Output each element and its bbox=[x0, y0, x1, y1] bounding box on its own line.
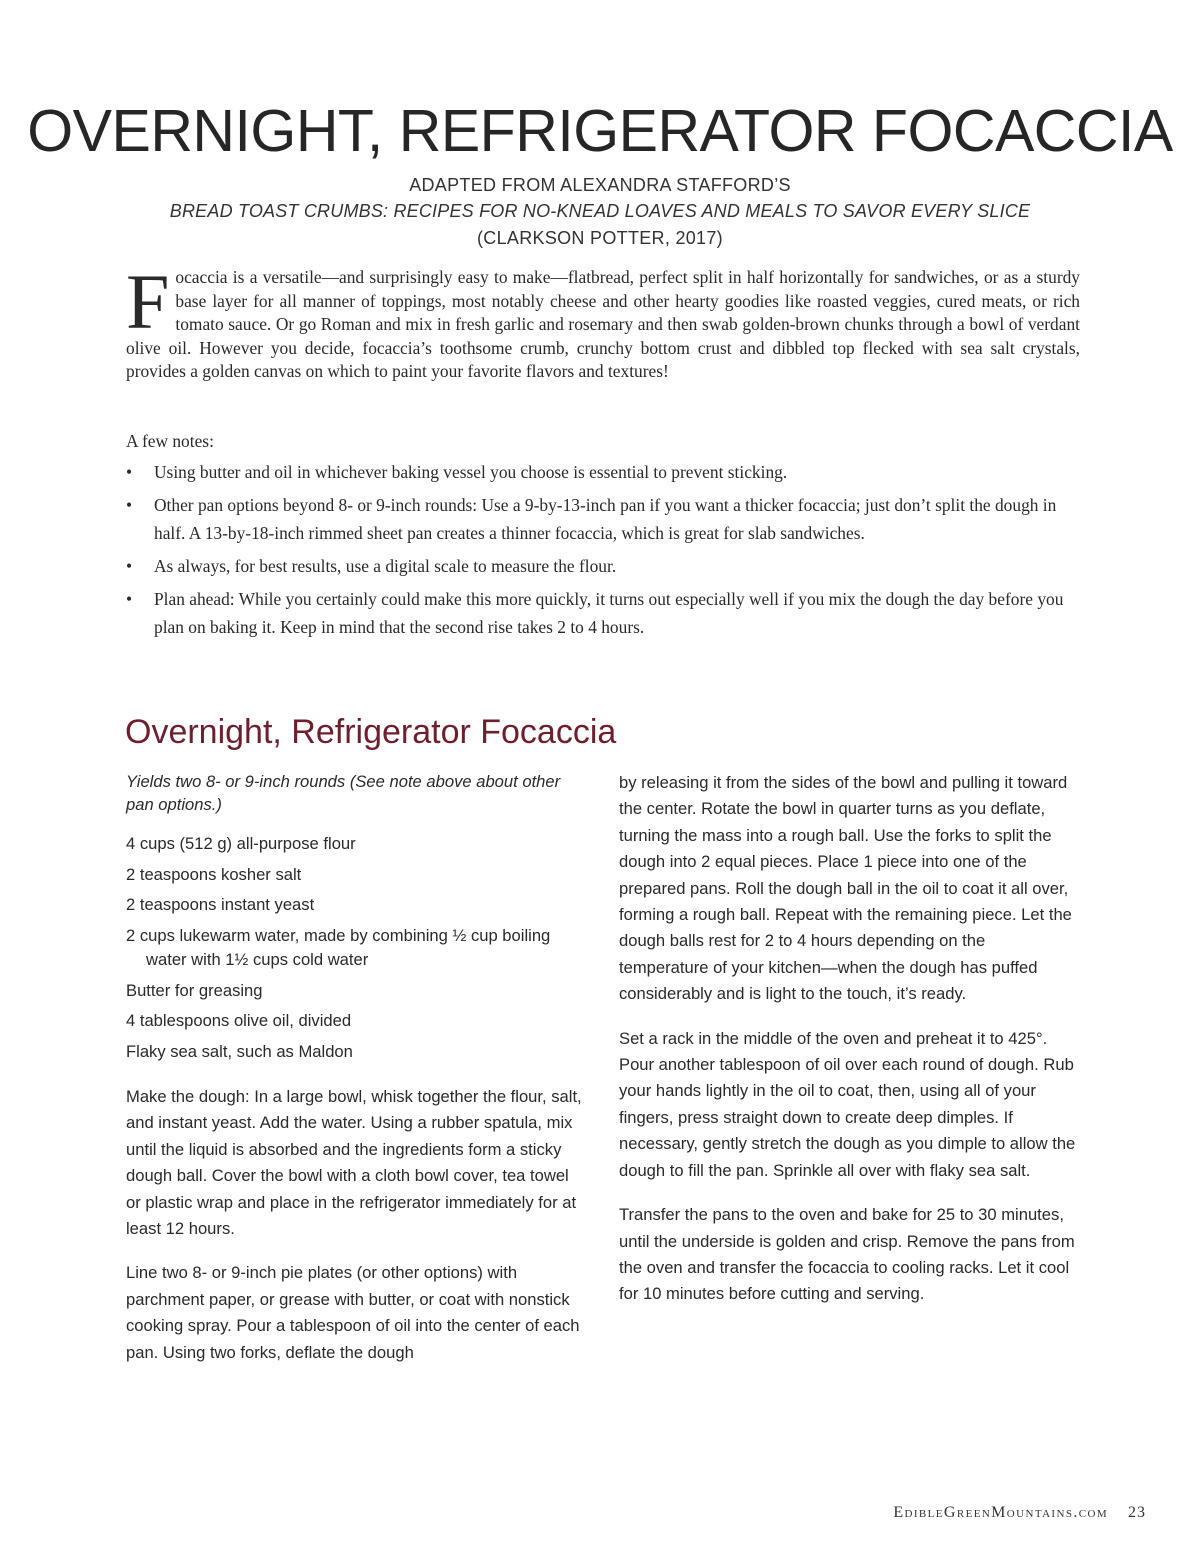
ingredient-item: 4 cups (512 g) all-purpose flour bbox=[126, 834, 356, 853]
page-number: 23 bbox=[1128, 1504, 1146, 1521]
instruction-step: Make the dough: In a large bowl, whisk together the flour, salt, and instant yeast. Add the water. Using a rubber spatula, mix until the liquid is absorbed and the ingredients form a sticky dough ball. Cover the bowl with a cloth bowl cover, tea towel or plastic wrap and place in the refrigerator immediately for at least 12 hours. bbox=[126, 1087, 582, 1239]
notes-heading: A few notes: bbox=[126, 431, 214, 451]
credit-publisher: (CLARKSON POTTER, 2017) bbox=[477, 228, 723, 248]
instruction-step: Transfer the pans to the oven and bake for 25 to 30 minutes, until the underside is golden and crisp. Remove the pans from the oven and transfer the focaccia to cooling racks. Let it cool for 10 minutes before cutting and serving. bbox=[619, 1205, 1075, 1304]
recipe-column-right bbox=[619, 770, 1079, 1326]
credit-book-title: BREAD TOAST CRUMBS: RECIPES FOR NO-KNEAD LOAVES AND MEALS TO SAVOR EVERY SLICE bbox=[169, 201, 1031, 221]
intro-paragraph bbox=[126, 258, 1080, 384]
note-item bbox=[126, 552, 1066, 580]
ingredient-item: 4 tablespoons olive oil, divided bbox=[126, 1011, 352, 1030]
note-text: Plan ahead: While you certainly could make this more quickly, it turns out especially well if you mix the dough the day before you plan on baking it. Keep in mind that the second rise takes 2 to 4 hours. bbox=[154, 589, 1064, 637]
note-text: Using butter and oil in whichever baking vessel you choose is essential to prevent sticking. bbox=[154, 462, 788, 482]
recipe-yield: Yields two 8- or 9-inch rounds (See note above about other pan options.) bbox=[126, 772, 561, 814]
recipe-title: Overnight, Refrigerator Focaccia bbox=[125, 713, 617, 751]
instruction-step: Line two 8- or 9-inch pie plates (or other options) with parchment paper, or grease with butter, or coat with nonstick cooking spray. Pour a tablespoon of oil into the center of each pan. Using two forks, deflate the dough bbox=[126, 1263, 580, 1362]
note-item bbox=[126, 491, 1066, 547]
drop-cap: F bbox=[126, 258, 170, 345]
instruction-step: by releasing it from the sides of the bowl and pulling it toward the center. Rotate the bowl in quarter turns as you deflate, turning the mass into a rough ball. Use the forks to split the dough into 2 equal pieces. Place 1 piece into one of the prepared pans. Roll the dough ball in the oil to coat it all over, forming a rough ball. Repeat with the remaining piece. Let the dough balls rest for 2 to 4 hours depending on the temperature of your kitchen—when the dough has puffed considerably and is light to the touch, it’s ready. bbox=[619, 773, 1072, 1004]
bullet: • bbox=[126, 556, 133, 576]
bullet: • bbox=[126, 495, 133, 515]
bullet: • bbox=[126, 462, 133, 482]
note-text: Other pan options beyond 8- or 9-inch rounds: Use a 9-by-13-inch pan if you want a thicker focaccia; just don’t split the dough in half. A 13-by-18-inch rimmed sheet pan creates a thinner focaccia, which is great for slab sandwiches. bbox=[154, 495, 1057, 543]
bullet: • bbox=[126, 589, 133, 609]
credit-line-1: ADAPTED FROM ALEXANDRA STAFFORD’S bbox=[409, 175, 791, 195]
footer-website: EdibleGreenMountains.com bbox=[893, 1504, 1108, 1521]
instruction-step: Set a rack in the middle of the oven and preheat it to 425°. Pour another tablespoon of oil over each round of dough. Rub your hands lightly in the oil to coat, then, using all of your fingers, press straight down to create deep dimples. If necessary, gently stretch the dough as you dimple to allow the dough to fill the pan. Sprinkle all over with flaky sea salt. bbox=[619, 1028, 1076, 1180]
recipe-column-left bbox=[126, 770, 586, 1384]
ingredient-item: 2 teaspoons instant yeast bbox=[126, 895, 315, 914]
ingredient-item: Flaky sea salt, such as Maldon bbox=[126, 1041, 353, 1061]
note-item bbox=[126, 458, 1066, 486]
notes-list bbox=[126, 458, 1066, 646]
ingredient-item: 2 teaspoons kosher salt bbox=[126, 864, 302, 884]
ingredient-item: Butter for greasing bbox=[126, 980, 263, 1000]
note-item bbox=[126, 585, 1066, 641]
intro-text: ocaccia is a versatile—and surprisingly easy to make—flatbread, perfect split in half horizontally for sandwiches, or as a sturdy base layer for all manner of toppings, most notably cheese and other hearty goodies like roasted veggies, cured meats, or rich tomato sauce. Or go Roman and mix in fresh garlic and rosemary and then swab golden-brown chunks through a bowl of verdant olive oil. However you decide, focaccia’s toothsome crumb, crunchy bottom crust and dibbled top flecked with sea salt crystals, provides a golden canvas on which to paint your favorite flavors and textures! bbox=[126, 267, 1080, 382]
ingredient-item: 2 cups lukewarm water, made by combining ½ cup boiling water with 1½ cups cold water bbox=[126, 925, 551, 969]
page-footer bbox=[700, 1504, 1146, 1522]
note-text: As always, for best results, use a digital scale to measure the flour. bbox=[154, 556, 617, 576]
page-title: OVERNIGHT, REFRIGERATOR FOCACCIA bbox=[27, 98, 1173, 164]
